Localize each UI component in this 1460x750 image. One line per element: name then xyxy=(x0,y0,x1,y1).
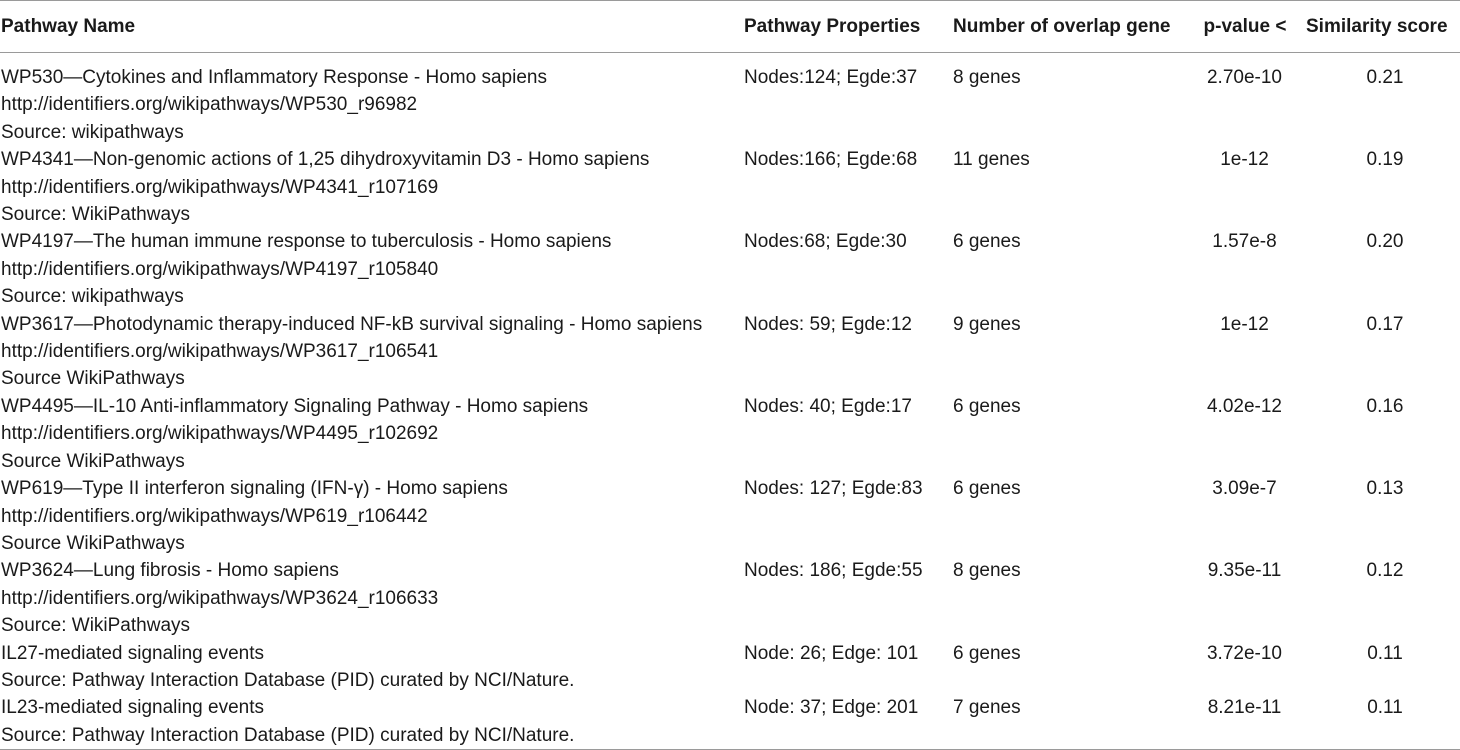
similarity-score-cell: 0.17 xyxy=(1366,313,1404,335)
pathway-title: WP4341—Non-genomic actions of 1,25 dihydroxyvitamin D3 - Homo sapiens xyxy=(1,149,650,171)
pathway-name-cell xyxy=(0,146,743,228)
pathway-title: WP619—Type II interferon signaling (IFN-γ) - Homo sapiens xyxy=(1,478,508,500)
pathway-source: Source WikiPathways xyxy=(1,532,185,554)
overlap-gene-cell: 11 genes xyxy=(953,149,1030,171)
table-row xyxy=(0,146,1460,228)
overlap-gene-cell: 8 genes xyxy=(953,560,1021,582)
similarity-score-cell: 0.16 xyxy=(1366,395,1404,417)
table-row xyxy=(0,228,1460,310)
pathway-properties-cell: Nodes: 40; Egde:17 xyxy=(744,395,912,417)
header-overlap-gene: Number of overlap gene xyxy=(953,15,1171,37)
p-value-cell: 9.35e-11 xyxy=(1207,560,1282,582)
pathway-properties-cell: Nodes:166; Egde:68 xyxy=(744,149,918,171)
p-value-cell: 4.02e-12 xyxy=(1206,395,1282,417)
similarity-score-cell: 0.21 xyxy=(1366,67,1404,88)
pathway-url: http://identifiers.org/wikipathways/WP3624_r106633 xyxy=(1,587,439,609)
p-value-cell: 1e-12 xyxy=(1220,313,1269,335)
table-row xyxy=(0,53,1460,147)
pathway-source: Source: Pathway Interaction Database (PID) curated by NCI/Nature. xyxy=(1,669,575,691)
similarity-score-cell: 0.13 xyxy=(1366,478,1404,500)
pathway-name-cell xyxy=(0,228,743,310)
pathway-properties-cell: Nodes: 127; Egde:83 xyxy=(744,478,923,500)
overlap-gene-cell: 8 genes xyxy=(953,67,1021,88)
pathway-source: Source WikiPathways xyxy=(1,368,185,390)
pathway-source: Source: wikipathways xyxy=(1,286,184,308)
p-value-cell: 8.21e-11 xyxy=(1207,697,1282,719)
pathway-properties-cell: Nodes:124; Egde:37 xyxy=(744,67,918,88)
p-value-cell: 3.09e-7 xyxy=(1212,478,1277,500)
pathway-name-cell xyxy=(0,393,743,475)
pathway-source: Source: Pathway Interaction Database (PID) curated by NCI/Nature. xyxy=(1,724,575,746)
overlap-gene-cell: 9 genes xyxy=(953,313,1021,335)
similarity-score-cell: 0.11 xyxy=(1367,642,1403,664)
pathway-url: http://identifiers.org/wikipathways/WP4197_r105840 xyxy=(1,258,439,280)
header-p-value: p-value < xyxy=(1203,15,1287,37)
header-similarity-score: Similarity score xyxy=(1306,15,1448,37)
overlap-gene-cell: 6 genes xyxy=(953,642,1021,664)
pathway-name-cell xyxy=(0,311,743,393)
table-row xyxy=(0,475,1460,557)
pathway-title: IL23-mediated signaling events xyxy=(1,697,265,719)
pathway-title: WP3617—Photodynamic therapy-induced NF-kB survival signaling - Homo sapiens xyxy=(1,313,703,335)
overlap-gene-cell: 6 genes xyxy=(953,231,1021,253)
pathway-properties-cell: Node: 26; Edge: 101 xyxy=(744,642,919,664)
pathway-title: WP4495—IL-10 Anti-inflammatory Signaling Pathway - Homo sapiens xyxy=(1,395,589,417)
pathway-url: http://identifiers.org/wikipathways/WP4341_r107169 xyxy=(1,176,439,198)
p-value-cell: 1e-12 xyxy=(1220,149,1269,171)
pathway-properties-cell: Nodes: 186; Egde:55 xyxy=(744,560,923,582)
p-value-cell: 1.57e-8 xyxy=(1212,231,1277,253)
pathway-name-cell xyxy=(0,53,743,147)
p-value-cell: 3.72e-10 xyxy=(1206,642,1282,664)
table-row xyxy=(0,640,1460,695)
pathway-source: Source WikiPathways xyxy=(1,450,185,472)
pathway-title: WP4197—The human immune response to tuberculosis - Homo sapiens xyxy=(1,231,612,253)
pathway-url: http://identifiers.org/wikipathways/WP4495_r102692 xyxy=(1,423,439,445)
pathway-name-cell xyxy=(0,557,743,639)
pathway-source: Source: wikipathways xyxy=(1,121,184,143)
pathway-properties-cell: Nodes: 59; Egde:12 xyxy=(744,313,912,335)
table-header-row xyxy=(0,1,1460,53)
pathway-properties-cell: Nodes:68; Egde:30 xyxy=(744,231,907,253)
table-row xyxy=(0,311,1460,393)
similarity-score-cell: 0.11 xyxy=(1367,697,1403,719)
pathway-title: WP3624—Lung fibrosis - Homo sapiens xyxy=(1,560,339,582)
pathway-title: IL27-mediated signaling events xyxy=(1,642,265,664)
pathway-source: Source: WikiPathways xyxy=(1,615,191,637)
pathway-url: http://identifiers.org/wikipathways/WP530_r96982 xyxy=(1,94,418,116)
pathway-properties-cell: Node: 37; Edge: 201 xyxy=(744,697,919,719)
similarity-score-cell: 0.12 xyxy=(1366,560,1404,582)
table-row xyxy=(0,694,1460,749)
header-pathway-properties: Pathway Properties xyxy=(744,15,921,37)
overlap-gene-cell: 7 genes xyxy=(953,697,1021,719)
overlap-gene-cell: 6 genes xyxy=(953,478,1021,500)
pathway-url: http://identifiers.org/wikipathways/WP619_r106442 xyxy=(1,505,428,527)
pathway-name-cell xyxy=(0,640,743,695)
table-row xyxy=(0,393,1460,475)
header-pathway-name: Pathway Name xyxy=(1,15,136,37)
overlap-gene-cell: 6 genes xyxy=(953,395,1021,417)
pathway-source: Source: WikiPathways xyxy=(1,204,191,226)
pathway-title: WP530—Cytokines and Inflammatory Response - Homo sapiens xyxy=(1,67,547,88)
pathway-name-cell xyxy=(0,694,743,749)
table-row xyxy=(0,557,1460,639)
p-value-cell: 2.70e-10 xyxy=(1206,67,1282,88)
pathway-url: http://identifiers.org/wikipathways/WP3617_r106541 xyxy=(1,341,439,363)
similarity-score-cell: 0.19 xyxy=(1366,149,1404,171)
similarity-score-cell: 0.20 xyxy=(1366,231,1404,253)
pathway-name-cell xyxy=(0,475,743,557)
